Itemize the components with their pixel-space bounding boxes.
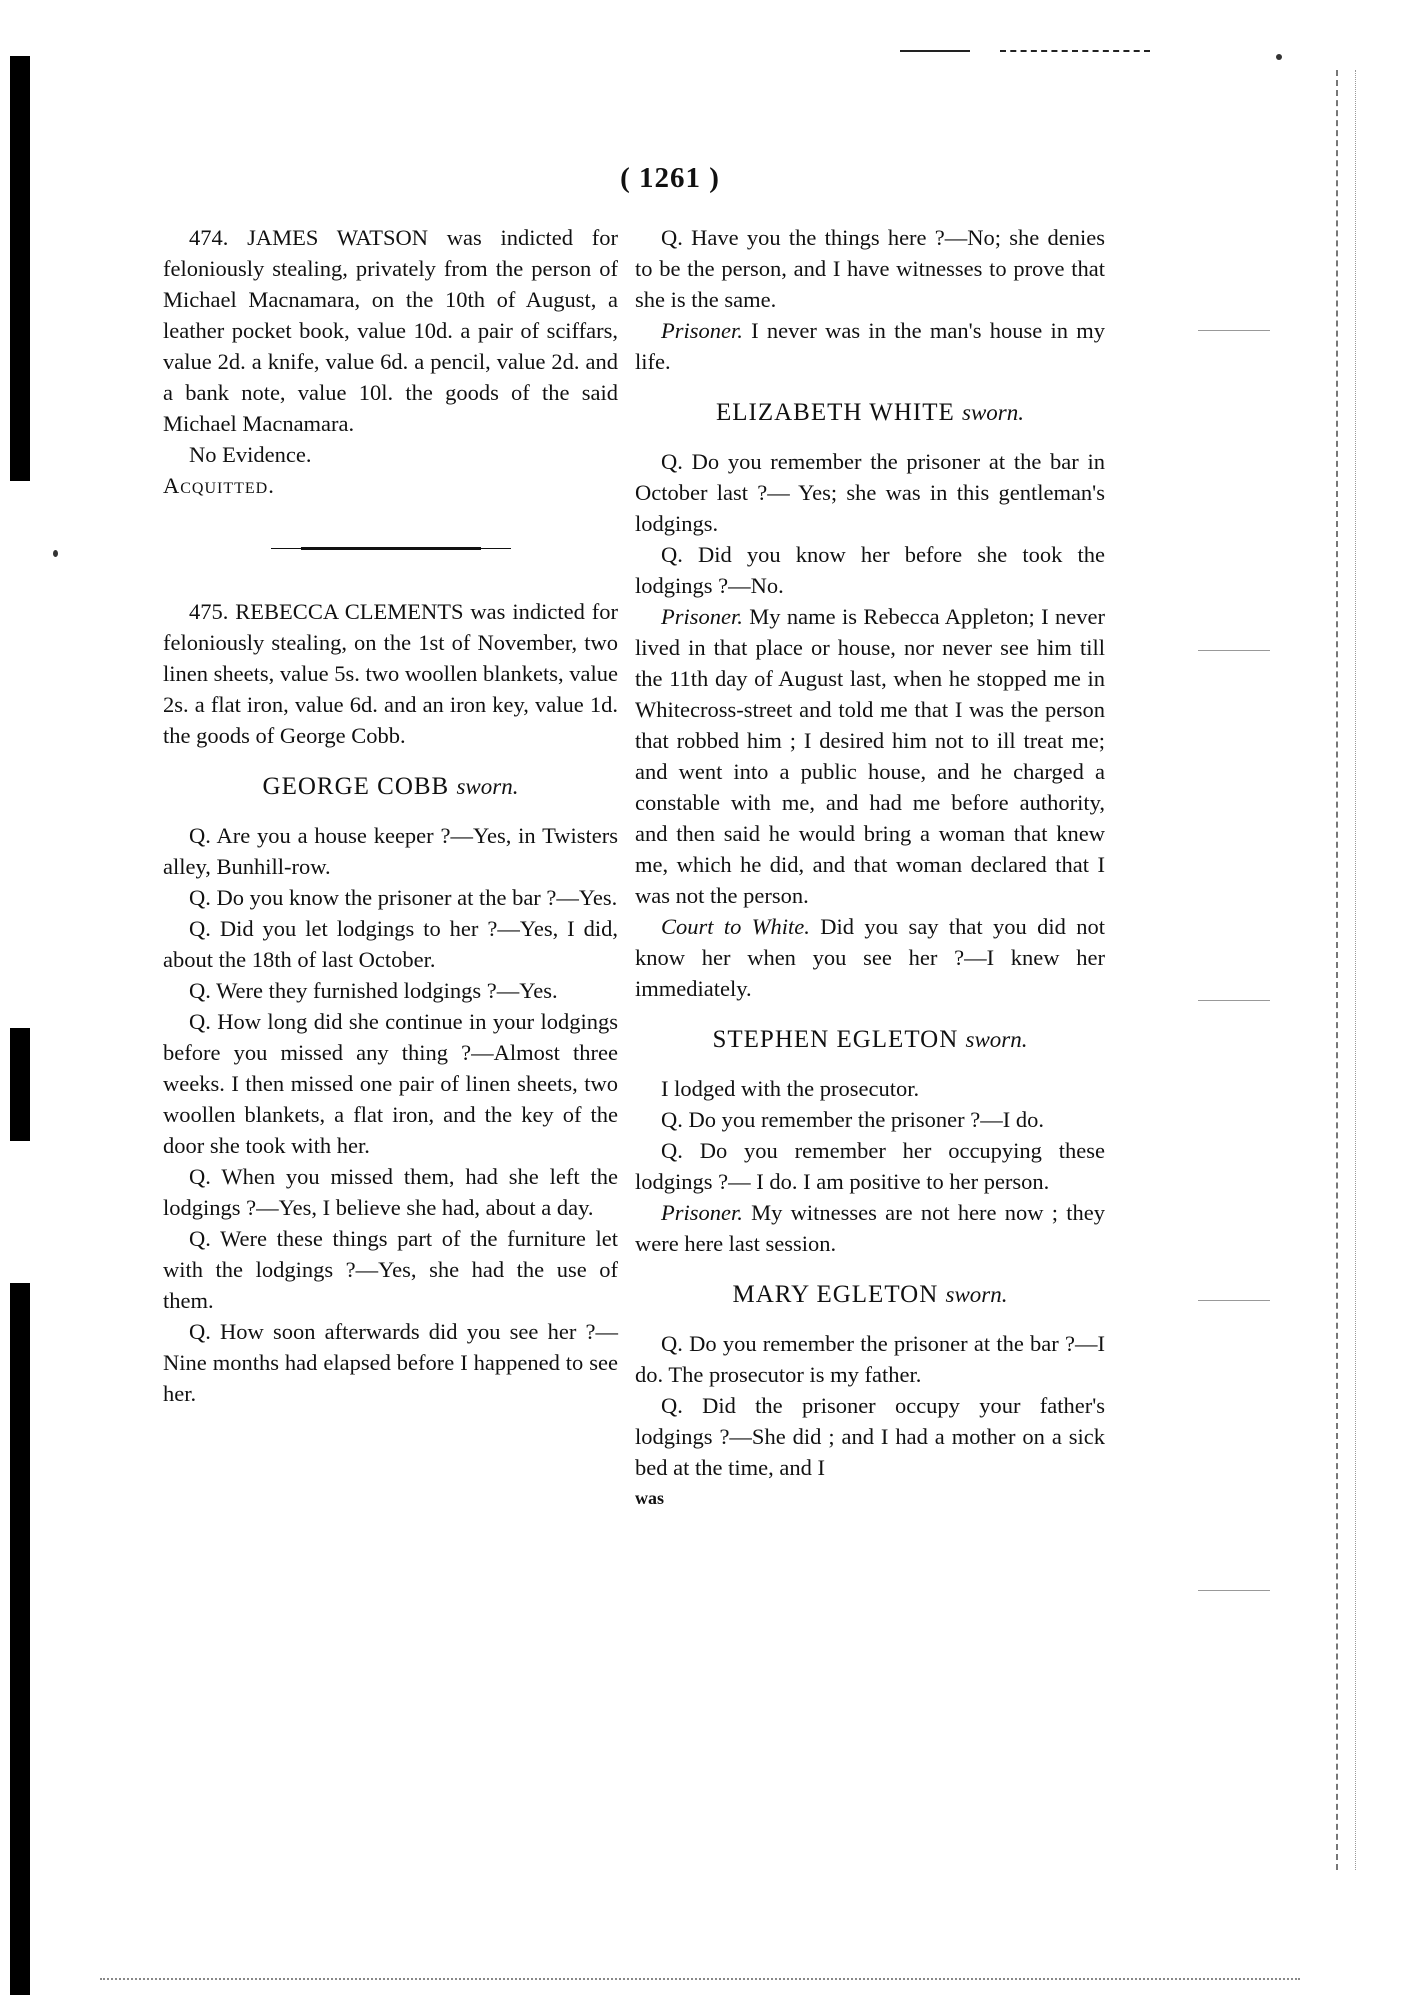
- testimony-line: Q. Do you know the prisoner at the bar ?—Yes.: [189, 885, 618, 910]
- testimony-line: Q. Did the prisoner occupy your father's lodgings ?—She did ; and I had a mother on a sick bed at the time, and I: [635, 1393, 1105, 1480]
- court-text: Did you say that you did not know her when you see her ?—I knew her immediately.: [635, 914, 1106, 1001]
- witness-name: GEORGE COBB: [262, 773, 450, 800]
- scan-edge-mark-middle: [10, 1028, 30, 1141]
- scan-top-dash: [1000, 50, 1150, 52]
- court-label: Court to White.: [661, 914, 810, 939]
- witness-name: MARY EGLETON: [732, 1281, 939, 1308]
- testimony-line: Q. Are you a house keeper ?—Yes, in Twisters alley, Bunhill-row.: [163, 823, 618, 879]
- prisoner-text: I never was in the man's house in my life.: [635, 318, 1105, 374]
- margin-tick: [1198, 650, 1270, 651]
- margin-tick: [1198, 1590, 1270, 1591]
- sworn-label: sworn.: [456, 774, 519, 799]
- witness-heading-george-cobb: [163, 771, 618, 802]
- witness-name: ELIZABETH WHITE: [715, 399, 955, 426]
- sworn-label: sworn.: [965, 1027, 1028, 1052]
- margin-tick: [1198, 1000, 1270, 1001]
- witness-name: STEPHEN EGLETON: [712, 1026, 959, 1053]
- scan-speck: [1276, 54, 1282, 60]
- sworn-label: sworn.: [962, 400, 1025, 425]
- left-column: [163, 222, 618, 1409]
- case-474-verdict: Acquitted.: [163, 473, 275, 498]
- section-divider: [301, 547, 481, 550]
- prisoner-text: My name is Rebecca Appleton; I never lived in that place or house, nor never see him till the 11th day of August last, when he stopped me in Whitecross-street and told me that I was the person that robbed him ; I desired him not to ill treat me; and went into a public house, and he charged a constable with me, and had me before authority, and then said he would bring a woman that knew me, which he did, and that woman declared that I was not the person.: [635, 604, 1105, 908]
- prisoner-label: Prisoner.: [661, 1200, 743, 1225]
- testimony-line: Q. Did you let lodgings to her ?—Yes, I did, about the 18th of last October.: [163, 916, 618, 972]
- testimony-line: Q. How long did she continue in your lodgings before you missed any thing ?—Almost three weeks. I then missed one pair of linen sheets, two woollen blankets, a flat iron, and the key of the door she took with her.: [163, 1009, 618, 1158]
- catchword: was: [635, 1488, 665, 1508]
- scan-bottom-noise: [100, 1978, 1300, 1980]
- case-474-evidence: No Evidence.: [189, 442, 312, 467]
- testimony-line: Q. Do you remember her occupying these lodgings ?— I do. I am positive to her person.: [635, 1138, 1105, 1194]
- scan-top-dash: [900, 50, 970, 52]
- testimony-line: Q. Do you remember the prisoner ?—I do.: [661, 1107, 1045, 1132]
- margin-tick: [1198, 330, 1270, 331]
- sworn-label: sworn.: [945, 1282, 1008, 1307]
- witness-heading-mary-egleton: [635, 1279, 1105, 1310]
- testimony-line: I lodged with the prosecutor.: [661, 1076, 920, 1101]
- testimony-line: Q. Do you remember the prisoner at the bar ?—I do. The prosecutor is my father.: [635, 1331, 1105, 1387]
- testimony-line: Q. Have you the things here ?—No; she denies to be the person, and I have witnesses to prove that she is the same.: [635, 225, 1105, 312]
- court-question: [635, 911, 1105, 1004]
- scan-speck: [53, 550, 58, 557]
- testimony-line: Q. Did you know her before she took the lodgings ?—No.: [635, 542, 1105, 598]
- witness-heading-elizabeth-white: [635, 397, 1105, 428]
- prisoner-statement: [635, 315, 1105, 377]
- page-number: ( 1261 ): [620, 162, 720, 194]
- margin-tick: [1198, 1300, 1270, 1301]
- testimony-line: Q. How soon afterwards did you see her ?—Nine months had elapsed before I happened to see her.: [163, 1319, 618, 1406]
- scan-edge-mark-top: [10, 56, 30, 481]
- prisoner-statement: [635, 601, 1105, 911]
- testimony-line: Q. Were they furnished lodgings ?—Yes.: [189, 978, 558, 1003]
- testimony-line: Q. Do you remember the prisoner at the bar in October last ?— Yes; she was in this gentleman's lodgings.: [635, 449, 1105, 536]
- testimony-line: Q. When you missed them, had she left the lodgings ?—Yes, I believe she had, about a day.: [163, 1164, 618, 1220]
- case-475-indictment: 475. REBECCA CLEMENTS was indicted for feloniously stealing, on the 1st of November, two linen sheets, value 5s. two woollen blankets, value 2s. a flat iron, value 6d. and an iron key, value 1d. the goods of George Cobb.: [163, 599, 618, 748]
- scan-edge-mark-bottom: [10, 1283, 30, 1995]
- right-column: [635, 222, 1105, 1514]
- prisoner-label: Prisoner.: [661, 318, 743, 343]
- scan-right-margin-line: [1336, 70, 1338, 1870]
- case-474-indictment: 474. JAMES WATSON was indicted for feloniously stealing, privately from the person of Michael Macnamara, on the 10th of August, a leather pocket book, value 10d. a pair of sciffars, value 2d. a knife, value 6d. a pencil, value 2d. and a bank note, value 10l. the goods of the said Michael Macnamara.: [163, 225, 618, 436]
- testimony-line: Q. Were these things part of the furniture let with the lodgings ?—Yes, she had the use of them.: [163, 1226, 618, 1313]
- prisoner-text: My witnesses are not here now ; they were here last session.: [635, 1200, 1106, 1256]
- prisoner-statement: [635, 1197, 1105, 1259]
- scan-right-margin-dots: [1355, 70, 1356, 1870]
- witness-heading-stephen-egleton: [635, 1024, 1105, 1055]
- prisoner-label: Prisoner.: [661, 604, 743, 629]
